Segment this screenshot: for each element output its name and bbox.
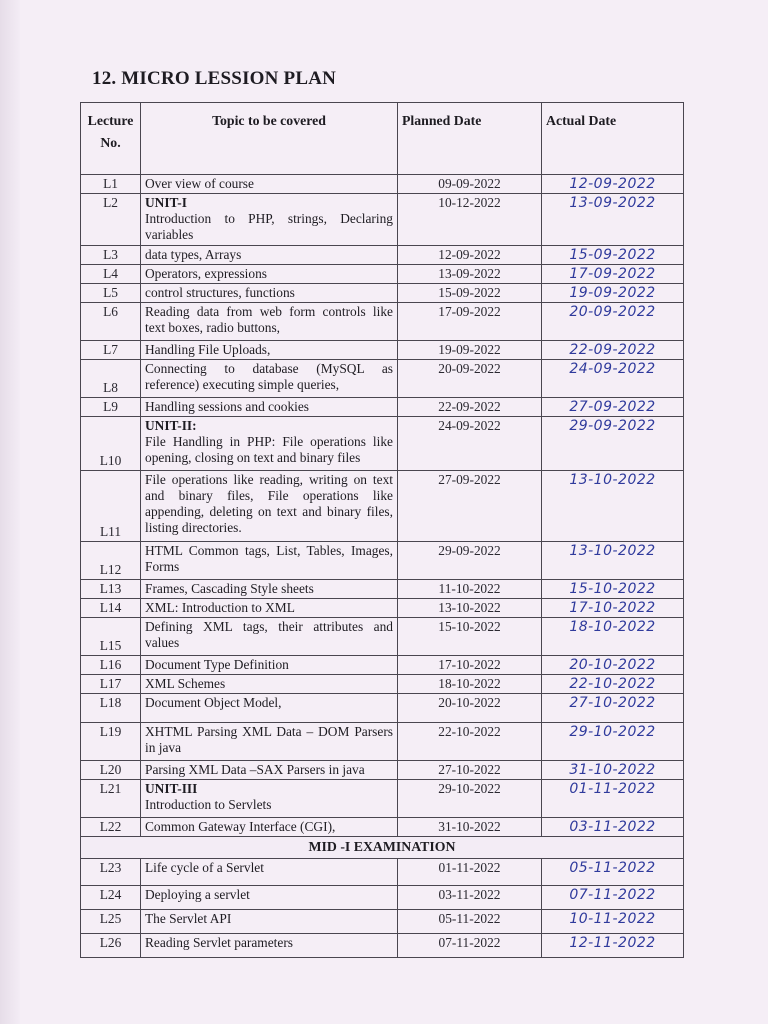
lecture-number: L1 bbox=[81, 175, 141, 194]
topic-cell bbox=[141, 656, 398, 675]
actual-date-handwritten: 31-10-2022 bbox=[542, 761, 684, 780]
scan-page-edge bbox=[0, 0, 20, 1024]
header-planned-date: Planned Date bbox=[398, 103, 542, 175]
table-row bbox=[81, 471, 684, 542]
lecture-number: L25 bbox=[81, 910, 141, 934]
topic-cell bbox=[141, 417, 398, 471]
planned-date: 03-11-2022 bbox=[398, 886, 542, 910]
lecture-number: L21 bbox=[81, 780, 141, 818]
table-row bbox=[81, 818, 684, 837]
lecture-number: L8 bbox=[81, 360, 141, 398]
lecture-number: L17 bbox=[81, 675, 141, 694]
actual-date-handwritten: 05-11-2022 bbox=[542, 859, 684, 886]
topic-text: Life cycle of a Servlet bbox=[145, 860, 264, 875]
header-lecture-label: Lecture bbox=[87, 113, 134, 128]
table-row bbox=[81, 886, 684, 910]
actual-date-handwritten: 19-09-2022 bbox=[542, 284, 684, 303]
lecture-number: L23 bbox=[81, 859, 141, 886]
planned-date: 01-11-2022 bbox=[398, 859, 542, 886]
topic-text: Operators, expressions bbox=[145, 266, 267, 281]
topic-cell bbox=[141, 694, 398, 723]
topic-cell bbox=[141, 265, 398, 284]
topic-cell bbox=[141, 246, 398, 265]
table-row bbox=[81, 417, 684, 471]
lecture-number: L20 bbox=[81, 761, 141, 780]
actual-date-handwritten: 27-10-2022 bbox=[542, 694, 684, 723]
planned-date: 22-09-2022 bbox=[398, 398, 542, 417]
actual-date-handwritten: 29-09-2022 bbox=[542, 417, 684, 471]
table-row bbox=[81, 618, 684, 656]
topic-cell bbox=[141, 360, 398, 398]
topic-text: Frames, Cascading Style sheets bbox=[145, 581, 314, 596]
topic-cell bbox=[141, 175, 398, 194]
actual-date-handwritten: 07-11-2022 bbox=[542, 886, 684, 910]
planned-date: 07-11-2022 bbox=[398, 934, 542, 958]
planned-date: 13-09-2022 bbox=[398, 265, 542, 284]
actual-date-handwritten: 17-10-2022 bbox=[542, 599, 684, 618]
topic-cell bbox=[141, 910, 398, 934]
lecture-number: L12 bbox=[81, 542, 141, 580]
lecture-number: L15 bbox=[81, 618, 141, 656]
topic-cell bbox=[141, 398, 398, 417]
lecture-number: L9 bbox=[81, 398, 141, 417]
actual-date-handwritten: 12-11-2022 bbox=[542, 934, 684, 958]
table-row bbox=[81, 265, 684, 284]
lecture-number: L24 bbox=[81, 886, 141, 910]
topic-text: The Servlet API bbox=[145, 911, 232, 926]
header-lecture bbox=[81, 103, 141, 175]
header-topic: Topic to be covered bbox=[141, 103, 398, 175]
topic-cell bbox=[141, 886, 398, 910]
lecture-number: L4 bbox=[81, 265, 141, 284]
topic-text: Document Object Model, bbox=[145, 695, 282, 710]
actual-date-handwritten: 24-09-2022 bbox=[542, 360, 684, 398]
planned-date: 10-12-2022 bbox=[398, 194, 542, 246]
unit-heading: UNIT-II: bbox=[145, 418, 197, 433]
lecture-number: L5 bbox=[81, 284, 141, 303]
topic-cell bbox=[141, 284, 398, 303]
lesson-plan-table bbox=[80, 102, 684, 958]
lecture-number: L11 bbox=[81, 471, 141, 542]
table-row bbox=[81, 761, 684, 780]
topic-text: XML Schemes bbox=[145, 676, 226, 691]
topic-cell bbox=[141, 818, 398, 837]
topic-text: Introduction to Servlets bbox=[145, 797, 272, 812]
header-actual-date: Actual Date bbox=[542, 103, 684, 175]
actual-date-handwritten: 12-09-2022 bbox=[542, 175, 684, 194]
topic-cell bbox=[141, 194, 398, 246]
topic-text: HTML Common tags, List, Tables, Images, Forms bbox=[145, 543, 393, 574]
exam-row bbox=[81, 837, 684, 859]
topic-text: Defining XML tags, their attributes and values bbox=[145, 619, 393, 650]
table-row bbox=[81, 675, 684, 694]
lecture-number: L13 bbox=[81, 580, 141, 599]
table-row bbox=[81, 303, 684, 341]
lecture-number: L14 bbox=[81, 599, 141, 618]
lecture-number: L2 bbox=[81, 194, 141, 246]
planned-date: 13-10-2022 bbox=[398, 599, 542, 618]
table-header-row bbox=[81, 103, 684, 175]
planned-date: 18-10-2022 bbox=[398, 675, 542, 694]
actual-date-handwritten: 18-10-2022 bbox=[542, 618, 684, 656]
planned-date: 19-09-2022 bbox=[398, 341, 542, 360]
planned-date: 20-10-2022 bbox=[398, 694, 542, 723]
actual-date-handwritten: 20-10-2022 bbox=[542, 656, 684, 675]
actual-date-handwritten: 15-09-2022 bbox=[542, 246, 684, 265]
table-row bbox=[81, 360, 684, 398]
actual-date-handwritten: 17-09-2022 bbox=[542, 265, 684, 284]
topic-text: Handling sessions and cookies bbox=[145, 399, 310, 414]
planned-date: 27-09-2022 bbox=[398, 471, 542, 542]
exam-label: MID -I EXAMINATION bbox=[81, 837, 684, 859]
topic-cell bbox=[141, 341, 398, 360]
topic-text: XHTML Parsing XML Data – DOM Parsers in java bbox=[145, 724, 393, 755]
planned-date: 20-09-2022 bbox=[398, 360, 542, 398]
page-title: 12. MICRO LESSION PLAN bbox=[92, 68, 337, 89]
topic-text: Reading data from web form controls like text boxes, radio buttons, bbox=[145, 304, 393, 335]
lecture-number: L7 bbox=[81, 341, 141, 360]
topic-cell bbox=[141, 761, 398, 780]
planned-date: 29-10-2022 bbox=[398, 780, 542, 818]
actual-date-handwritten: 03-11-2022 bbox=[542, 818, 684, 837]
lecture-number: L22 bbox=[81, 818, 141, 837]
table-row bbox=[81, 246, 684, 265]
planned-date: 27-10-2022 bbox=[398, 761, 542, 780]
table-row bbox=[81, 398, 684, 417]
planned-date: 09-09-2022 bbox=[398, 175, 542, 194]
planned-date: 17-09-2022 bbox=[398, 303, 542, 341]
unit-heading: UNIT-I bbox=[145, 195, 187, 210]
table-row bbox=[81, 580, 684, 599]
actual-date-handwritten: 27-09-2022 bbox=[542, 398, 684, 417]
planned-date: 24-09-2022 bbox=[398, 417, 542, 471]
topic-text: Document Type Definition bbox=[145, 657, 289, 672]
actual-date-handwritten: 13-10-2022 bbox=[542, 471, 684, 542]
actual-date-handwritten: 22-09-2022 bbox=[542, 341, 684, 360]
topic-text: control structures, functions bbox=[145, 285, 295, 300]
lecture-number: L19 bbox=[81, 723, 141, 761]
planned-date: 17-10-2022 bbox=[398, 656, 542, 675]
topic-cell bbox=[141, 780, 398, 818]
lecture-number: L26 bbox=[81, 934, 141, 958]
topic-cell bbox=[141, 859, 398, 886]
table-row bbox=[81, 859, 684, 886]
actual-date-handwritten: 01-11-2022 bbox=[542, 780, 684, 818]
table-row bbox=[81, 723, 684, 761]
planned-date: 15-10-2022 bbox=[398, 618, 542, 656]
planned-date: 12-09-2022 bbox=[398, 246, 542, 265]
topic-cell bbox=[141, 580, 398, 599]
table-row bbox=[81, 542, 684, 580]
topic-text: Connecting to database (MySQL as reference) executing simple queries, bbox=[145, 361, 393, 392]
table-row bbox=[81, 694, 684, 723]
unit-heading: UNIT-III bbox=[145, 781, 198, 796]
actual-date-handwritten: 13-09-2022 bbox=[542, 194, 684, 246]
lecture-number: L10 bbox=[81, 417, 141, 471]
lecture-number: L6 bbox=[81, 303, 141, 341]
topic-text: Parsing XML Data –SAX Parsers in java bbox=[145, 762, 365, 777]
table-row bbox=[81, 194, 684, 246]
topic-text: data types, Arrays bbox=[145, 247, 242, 262]
topic-cell bbox=[141, 303, 398, 341]
topic-text: File Handling in PHP: File operations like opening, closing on text and binary files bbox=[145, 434, 393, 465]
table-row bbox=[81, 934, 684, 958]
lecture-number: L3 bbox=[81, 246, 141, 265]
lecture-number: L16 bbox=[81, 656, 141, 675]
topic-text: Common Gateway Interface (CGI), bbox=[145, 819, 336, 834]
table-row bbox=[81, 284, 684, 303]
topic-cell bbox=[141, 599, 398, 618]
topic-cell bbox=[141, 934, 398, 958]
planned-date: 22-10-2022 bbox=[398, 723, 542, 761]
actual-date-handwritten: 22-10-2022 bbox=[542, 675, 684, 694]
table-row bbox=[81, 780, 684, 818]
table-row bbox=[81, 599, 684, 618]
actual-date-handwritten: 10-11-2022 bbox=[542, 910, 684, 934]
topic-cell bbox=[141, 723, 398, 761]
actual-date-handwritten: 13-10-2022 bbox=[542, 542, 684, 580]
table-row bbox=[81, 910, 684, 934]
topic-cell bbox=[141, 675, 398, 694]
topic-text: Reading Servlet parameters bbox=[145, 935, 293, 950]
topic-cell bbox=[141, 471, 398, 542]
topic-cell bbox=[141, 618, 398, 656]
topic-text: Deploying a servlet bbox=[145, 887, 250, 902]
actual-date-handwritten: 29-10-2022 bbox=[542, 723, 684, 761]
actual-date-handwritten: 15-10-2022 bbox=[542, 580, 684, 599]
table-row bbox=[81, 341, 684, 360]
table-body bbox=[81, 175, 684, 958]
planned-date: 11-10-2022 bbox=[398, 580, 542, 599]
table-row bbox=[81, 175, 684, 194]
planned-date: 05-11-2022 bbox=[398, 910, 542, 934]
lecture-number: L18 bbox=[81, 694, 141, 723]
actual-date-handwritten: 20-09-2022 bbox=[542, 303, 684, 341]
topic-cell bbox=[141, 542, 398, 580]
table-row bbox=[81, 656, 684, 675]
planned-date: 31-10-2022 bbox=[398, 818, 542, 837]
topic-text: Over view of course bbox=[145, 176, 254, 191]
topic-text: XML: Introduction to XML bbox=[145, 600, 295, 615]
topic-text: File operations like reading, writing on text and binary files, File operations like appending, deleting on text and binary files, listing directories. bbox=[145, 472, 393, 535]
planned-date: 29-09-2022 bbox=[398, 542, 542, 580]
topic-text: Handling File Uploads, bbox=[145, 342, 271, 357]
header-lecture-no: No. bbox=[100, 135, 121, 150]
topic-text: Introduction to PHP, strings, Declaring variables bbox=[145, 211, 393, 242]
planned-date: 15-09-2022 bbox=[398, 284, 542, 303]
